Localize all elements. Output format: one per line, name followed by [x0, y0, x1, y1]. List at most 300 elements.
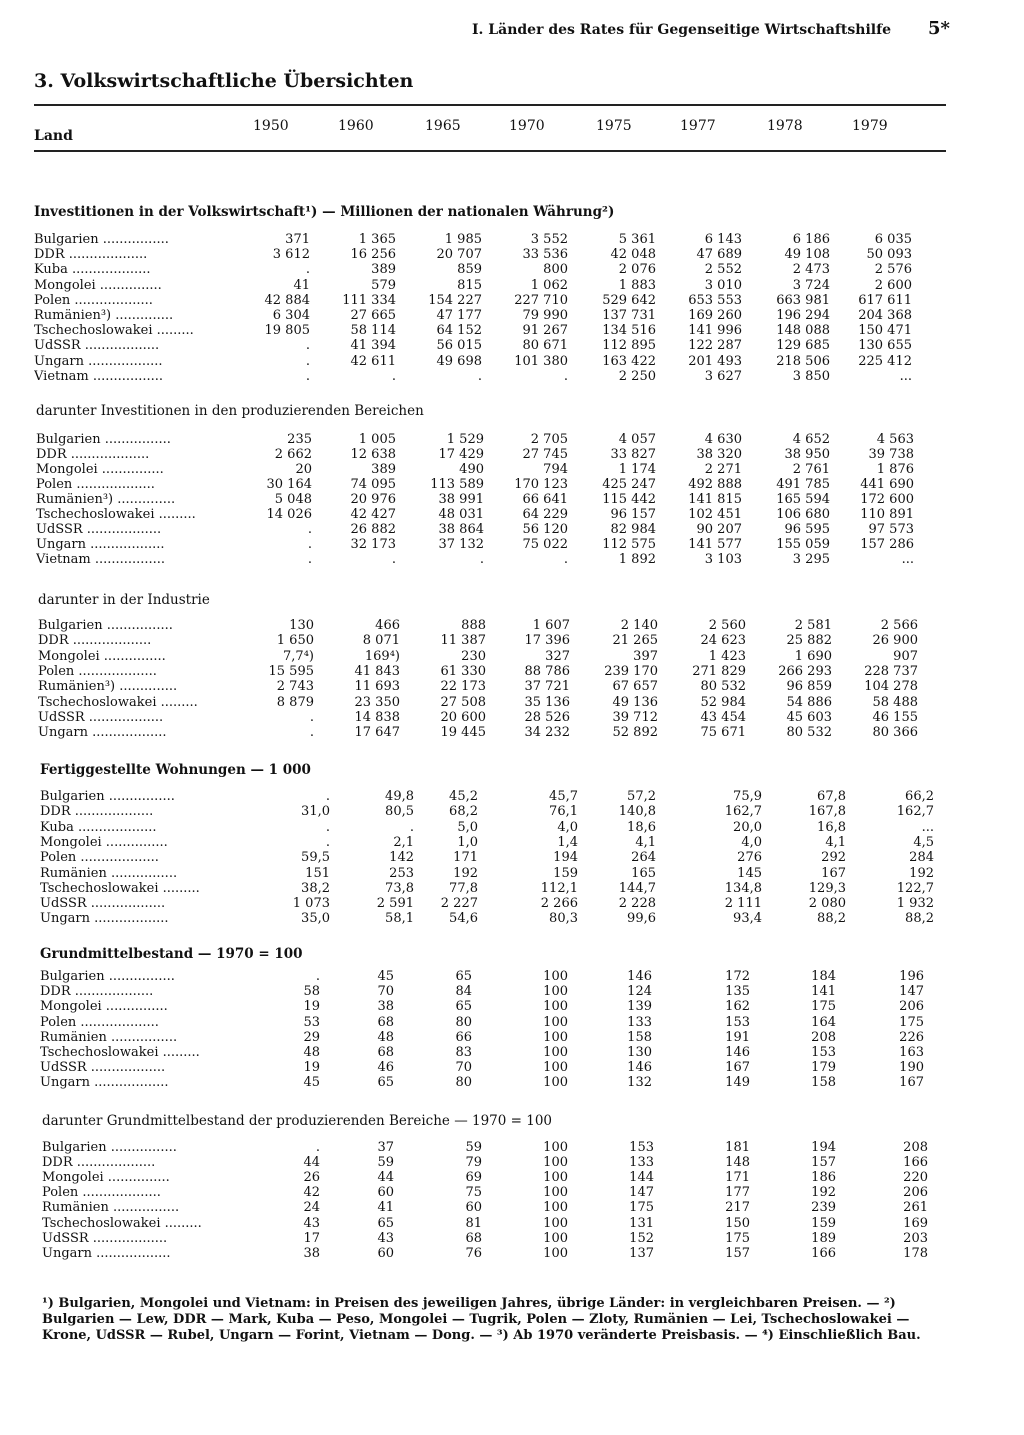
table-cell: 171 [725, 1170, 750, 1186]
table-cell: 45 603 [786, 709, 832, 725]
table-cell: 67 657 [612, 679, 658, 695]
table-cell: 14 026 [266, 507, 312, 522]
table-cell: . [325, 819, 330, 835]
table-cell: 84 [455, 984, 472, 1000]
row-label: UdSSR .................. [40, 1061, 166, 1076]
table-row [0, 650, 1024, 664]
table-cell: 2,1 [393, 834, 414, 850]
column-header-year: 1970 [509, 118, 545, 134]
table-cell: 75,9 [733, 789, 762, 804]
row-label: Tschechoslowakei ......... [42, 1216, 202, 1231]
table-cell: 106 680 [776, 507, 830, 522]
table-cell: 201 493 [688, 353, 742, 369]
table-cell: 150 471 [858, 323, 912, 339]
table-cell: 33 827 [610, 447, 656, 462]
table-row [0, 836, 1024, 850]
table-cell: 276 [737, 850, 762, 866]
row-label: Mongolei ............... [40, 835, 168, 850]
table-cell: 169⁴) [364, 648, 400, 664]
table-cell: 141 577 [688, 537, 742, 552]
table-cell: 327 [545, 648, 570, 664]
table-cell: . [325, 789, 330, 804]
table-cell: 32 173 [350, 537, 396, 552]
table-cell: 66,2 [905, 789, 934, 804]
table-cell: 54,6 [449, 911, 478, 927]
table-cell: 888 [461, 618, 486, 633]
table-cell: 26 882 [350, 522, 396, 537]
table-cell: 74 095 [350, 477, 396, 492]
row-label: Ungarn .................. [38, 726, 167, 741]
table-cell: 66 [455, 1029, 472, 1045]
column-header-year: 1965 [425, 118, 461, 134]
table-cell: 142 [389, 850, 414, 866]
table-cell: 225 412 [858, 353, 912, 369]
table-row [0, 1016, 1024, 1030]
table-cell: 102 451 [688, 507, 742, 522]
table-cell: 41 [293, 277, 310, 293]
table-cell: 48 [303, 1045, 320, 1060]
table-cell: 2 271 [704, 462, 742, 477]
table-cell: 152 [629, 1230, 654, 1246]
table-cell: 56 015 [436, 338, 482, 354]
table-cell: . [309, 709, 314, 725]
row-label: Kuba ................... [40, 820, 157, 835]
row-label: Ungarn .................. [42, 1246, 171, 1261]
table-cell: 158 [627, 1029, 652, 1045]
table-cell: 64 229 [522, 507, 568, 522]
table-cell: 261 [903, 1200, 928, 1216]
table-cell: 371 [285, 232, 310, 247]
row-label: Mongolei ............... [36, 463, 164, 477]
table-cell: 57,2 [627, 789, 656, 804]
table-row [0, 851, 1024, 865]
table-cell: 154 227 [428, 292, 482, 308]
table-cell: 80 671 [522, 338, 568, 354]
table-cell: 2 600 [874, 277, 912, 293]
table-cell: 38 [377, 999, 394, 1015]
table-cell: 139 [627, 999, 652, 1015]
table-cell: 164 [811, 1014, 836, 1030]
block-title: darunter Investitionen in den produzierenden Bereichen [36, 403, 424, 419]
table-cell: 217 [725, 1200, 750, 1216]
table-cell: 166 [903, 1155, 928, 1171]
table-cell: 19 [303, 1060, 320, 1076]
table-row [0, 324, 1024, 338]
row-label: UdSSR .................. [36, 523, 162, 537]
row-label: Bulgarien ................ [40, 790, 175, 804]
table-cell: 17 647 [354, 725, 400, 741]
table-cell: 38 864 [438, 522, 484, 537]
table-cell: 192 [811, 1185, 836, 1201]
table-cell: 20 976 [350, 492, 396, 507]
table-cell: 23 350 [354, 694, 400, 710]
table-cell: ... [901, 552, 914, 567]
row-label: Polen ................... [36, 478, 155, 492]
table-cell: . [315, 1140, 320, 1155]
table-cell: . [305, 262, 310, 278]
table-cell: 112 575 [602, 537, 656, 552]
table-cell: 134,8 [724, 880, 762, 896]
table-cell: 113 589 [430, 477, 484, 492]
table-cell: 2 111 [724, 896, 762, 912]
table-cell: 65 [377, 1075, 394, 1091]
table-row [0, 309, 1024, 323]
row-label: Bulgarien ................ [42, 1141, 177, 1155]
table-cell: 35 136 [524, 694, 570, 710]
table-cell: 88 786 [524, 663, 570, 679]
table-cell: 46 155 [872, 709, 918, 725]
table-cell: 266 293 [778, 663, 832, 679]
table-cell: 206 [903, 1185, 928, 1201]
top-rule [34, 104, 946, 106]
table-cell: 4,5 [913, 834, 934, 850]
table-cell: ... [921, 819, 934, 835]
row-label: Rumänien³) .............. [36, 493, 176, 507]
table-cell: 140,8 [618, 804, 656, 820]
block-title: darunter in der Industrie [38, 592, 210, 608]
table-cell: 111 334 [342, 292, 396, 308]
table-cell: 226 [899, 1029, 924, 1045]
table-cell: 68,2 [449, 804, 478, 820]
table-cell: 157 286 [860, 537, 914, 552]
table-cell: 133 [627, 1014, 652, 1030]
table-cell: 43 [377, 1230, 394, 1246]
table-cell: 133 [629, 1155, 654, 1171]
table-cell: 239 170 [604, 663, 658, 679]
table-cell: 150 [725, 1215, 750, 1231]
table-cell: 148 [725, 1155, 750, 1171]
table-row [0, 726, 1024, 740]
table-cell: 239 [811, 1200, 836, 1216]
table-cell: 165 [631, 865, 656, 881]
table-cell: 579 [371, 277, 396, 293]
table-row [0, 1217, 1024, 1231]
table-cell: 389 [371, 262, 396, 278]
table-cell: . [477, 368, 482, 384]
table-row [0, 263, 1024, 277]
row-label: DDR ................... [38, 634, 152, 649]
table-cell: 162,7 [896, 804, 934, 820]
table-cell: 175 [725, 1230, 750, 1246]
table-cell: 196 294 [776, 308, 830, 323]
table-cell: 17 429 [438, 447, 484, 462]
table-cell: 75 [465, 1185, 482, 1201]
section-title: 3. Volkswirtschaftliche Übersichten [34, 70, 414, 92]
table-row [0, 294, 1024, 308]
table-cell: 3 552 [530, 232, 568, 247]
table-cell: 1 365 [358, 232, 396, 247]
table-cell: 90 207 [696, 522, 742, 537]
table-cell: 253 [389, 865, 414, 881]
table-cell: 2 662 [274, 447, 312, 462]
table-cell: 44 [303, 1155, 320, 1171]
table-cell: 146 [627, 1060, 652, 1076]
table-row [0, 1000, 1024, 1014]
table-cell: 4,0 [741, 834, 762, 850]
table-cell: 11 693 [354, 679, 400, 695]
table-cell: . [305, 353, 310, 369]
table-cell: 1 073 [292, 896, 330, 912]
table-cell: 100 [543, 1045, 568, 1060]
table-cell: 130 [627, 1045, 652, 1060]
row-label: Tschechoslowakei ......... [36, 508, 196, 522]
table-cell: 122 287 [688, 338, 742, 354]
row-label: DDR ................... [40, 805, 154, 820]
table-row [0, 1046, 1024, 1060]
table-cell: 190 [899, 1060, 924, 1076]
table-cell: 53 [303, 1014, 320, 1030]
table-cell: 24 623 [700, 633, 746, 649]
table-cell: . [391, 368, 396, 384]
table-row [0, 912, 1024, 926]
table-cell: 65 [377, 1215, 394, 1231]
table-cell: 43 [303, 1215, 320, 1231]
table-cell: 227 710 [514, 292, 568, 308]
table-cell: 100 [543, 1245, 568, 1261]
table-cell: 167 [821, 865, 846, 881]
table-cell: 48 031 [438, 507, 484, 522]
table-cell: 96 595 [784, 522, 830, 537]
table-cell: 175 [629, 1200, 654, 1216]
table-cell: 208 [903, 1140, 928, 1155]
table-cell: 146 [627, 969, 652, 984]
table-cell: 45,2 [449, 789, 478, 804]
table-cell: 66 641 [522, 492, 568, 507]
table-cell: 80 532 [700, 679, 746, 695]
table-cell: 132 [627, 1075, 652, 1091]
block-title: darunter Grundmittelbestand der produzierenden Bereiche — 1970 = 100 [42, 1113, 553, 1129]
table-row [0, 370, 1024, 384]
table-cell: . [307, 537, 312, 552]
table-cell: 157 [811, 1155, 836, 1171]
table-cell: 167 [725, 1060, 750, 1076]
table-cell: 45 [303, 1075, 320, 1091]
table-cell: 45 [377, 969, 394, 984]
table-cell: 91 267 [522, 323, 568, 339]
table-cell: 20 707 [436, 247, 482, 263]
row-label: UdSSR .................. [42, 1231, 168, 1246]
table-cell: 859 [457, 262, 482, 278]
table-cell: 76,1 [549, 804, 578, 820]
table-cell: 1,4 [557, 834, 578, 850]
column-header-year: 1979 [852, 118, 888, 134]
table-cell: 100 [543, 1060, 568, 1076]
table-cell: 80 [455, 1075, 472, 1091]
table-cell: 47 177 [436, 308, 482, 323]
table-cell: 20,0 [733, 819, 762, 835]
table-cell: 79 990 [522, 308, 568, 323]
table-cell: 19 [303, 999, 320, 1015]
table-cell: 169 260 [688, 308, 742, 323]
row-label: Polen ................... [38, 664, 157, 679]
column-header-row [0, 118, 1024, 144]
row-label: Kuba ................... [34, 263, 151, 278]
table-cell: 37 721 [524, 679, 570, 695]
table-cell: 4,1 [635, 834, 656, 850]
table-cell: 59 [465, 1140, 482, 1155]
table-cell: 70 [455, 1060, 472, 1076]
table-cell: 617 611 [858, 292, 912, 308]
table-row [0, 1186, 1024, 1200]
table-cell: 124 [627, 984, 652, 1000]
table-row [0, 821, 1024, 835]
row-label: Bulgarien ................ [36, 433, 171, 447]
row-label: Mongolei ............... [34, 278, 162, 293]
row-label: DDR ................... [36, 448, 150, 462]
table-row [0, 233, 1024, 247]
table-cell: 490 [459, 462, 484, 477]
table-cell: 27 665 [350, 308, 396, 323]
row-label: Vietnam ................. [34, 369, 164, 384]
table-cell: 292 [821, 850, 846, 866]
table-cell: 2 076 [618, 262, 656, 278]
table-cell: 2 591 [376, 896, 414, 912]
table-cell: 58 [303, 984, 320, 1000]
table-cell: 49,8 [385, 789, 414, 804]
row-label: Polen ................... [40, 851, 159, 866]
table-cell: 97 573 [868, 522, 914, 537]
table-cell: 69 [465, 1170, 482, 1186]
table-cell: 12 638 [350, 447, 396, 462]
table-cell: 165 594 [776, 492, 830, 507]
row-label: Tschechoslowakei ......... [34, 324, 194, 339]
row-label: Tschechoslowakei ......... [40, 1046, 200, 1060]
table-cell: 186 [811, 1170, 836, 1186]
table-cell: 38,2 [301, 880, 330, 896]
table-cell: 2 743 [276, 679, 314, 695]
table-cell: 1 005 [358, 432, 396, 447]
table-cell: 2 080 [808, 896, 846, 912]
table-cell: 88,2 [905, 911, 934, 927]
table-cell: 192 [453, 865, 478, 881]
table-cell: 663 981 [776, 292, 830, 308]
table-cell: 27 745 [522, 447, 568, 462]
table-cell: 3 724 [792, 277, 830, 293]
table-cell: 42 427 [350, 507, 396, 522]
table-cell: . [315, 969, 320, 984]
table-cell: 145 [737, 865, 762, 881]
table-cell: 167,8 [808, 804, 846, 820]
table-cell: 1 174 [618, 462, 656, 477]
row-label: Rumänien ................ [42, 1201, 180, 1216]
table-cell: . [307, 522, 312, 537]
table-cell: 37 [377, 1140, 394, 1155]
table-cell: 49 136 [612, 694, 658, 710]
table-cell: 93,4 [733, 911, 762, 927]
table-cell: 4,0 [557, 819, 578, 835]
table-cell: 30 164 [266, 477, 312, 492]
row-label: Vietnam ................. [36, 553, 166, 567]
table-cell: 144 [629, 1170, 654, 1186]
table-cell: 147 [629, 1185, 654, 1201]
table-cell: 3 627 [704, 368, 742, 384]
table-cell: 2 576 [874, 262, 912, 278]
table-cell: . [309, 725, 314, 741]
table-cell: 230 [461, 648, 486, 664]
table-cell: . [305, 368, 310, 384]
table-cell: 196 [899, 969, 924, 984]
table-cell: 5 361 [618, 232, 656, 247]
table-cell: 206 [899, 999, 924, 1015]
footnote-text: ¹) Bulgarien, Mongolei und Vietnam: in Preisen des jeweiligen Jahres, übrige Länder: in vergleichbaren Preisen. — ²) Bulgarien — Lew, DDR — Mark, Kuba — Peso, Mongolei — Tugrik, Polen — Zloty, Rumänien — Lei, Tschechoslowakei — Krone, UdSSR — Rubel, Ungarn — Forint, Vietnam — Dong. — ³) Ab 1970 veränderte Preisbasis. — ⁴) Einschließlich Bau. [42, 1296, 921, 1343]
column-header-year: 1960 [338, 118, 374, 134]
row-label: Rumänien³) .............. [34, 309, 174, 323]
table-cell: 49 108 [784, 247, 830, 263]
table-cell: 70 [377, 984, 394, 1000]
table-cell: 18,6 [627, 819, 656, 835]
table-cell: 130 655 [858, 338, 912, 354]
table-cell: 2 228 [618, 896, 656, 912]
table-cell: 33 536 [522, 247, 568, 263]
table-cell: 137 [629, 1245, 654, 1261]
table-row [0, 805, 1024, 819]
row-label: Rumänien³) .............. [38, 680, 178, 695]
table-cell: 204 368 [858, 308, 912, 323]
table-cell: 3 850 [792, 368, 830, 384]
table-cell: 794 [543, 462, 568, 477]
table-row [0, 538, 1024, 552]
table-cell: 191 [725, 1029, 750, 1045]
table-cell: 38 [303, 1245, 320, 1261]
table-cell: 158 [811, 1075, 836, 1091]
table-cell: 2 227 [440, 896, 478, 912]
table-cell: 39 738 [868, 447, 914, 462]
table-row [0, 248, 1024, 262]
table-row [0, 1171, 1024, 1185]
table-cell: 44 [377, 1170, 394, 1186]
table-cell: 43 454 [700, 709, 746, 725]
table-cell: 59 [377, 1155, 394, 1171]
table-cell: 170 123 [514, 477, 568, 492]
table-cell: 26 900 [872, 633, 918, 649]
table-cell: 100 [543, 1140, 568, 1155]
table-cell: 96 157 [610, 507, 656, 522]
row-label: Rumänien ................ [40, 866, 178, 881]
table-cell: 144,7 [618, 880, 656, 896]
row-label: Ungarn .................. [40, 1076, 169, 1091]
table-cell: 194 [553, 850, 578, 866]
table-cell: 184 [811, 969, 836, 984]
table-cell: 25 882 [786, 633, 832, 649]
table-cell: 65 [455, 999, 472, 1015]
table-cell: 129 685 [776, 338, 830, 354]
table-cell: 4 057 [618, 432, 656, 447]
table-cell: 2 560 [708, 618, 746, 633]
table-row [0, 1247, 1024, 1261]
table-row [0, 634, 1024, 648]
table-cell: 149 [725, 1075, 750, 1091]
table-cell: 58 488 [872, 694, 918, 710]
table-cell: 175 [811, 999, 836, 1015]
table-cell: 284 [909, 850, 934, 866]
table-cell: 492 888 [688, 477, 742, 492]
table-cell: 67,8 [817, 789, 846, 804]
table-cell: 1 690 [794, 648, 832, 664]
table-cell: 81 [465, 1215, 482, 1231]
table-cell: 52 984 [700, 694, 746, 710]
row-label: DDR ................... [42, 1156, 156, 1171]
table-cell: 157 [725, 1245, 750, 1261]
table-row [0, 493, 1024, 507]
table-row [0, 448, 1024, 462]
table-cell: 135 [725, 984, 750, 1000]
row-label: DDR ................... [40, 985, 154, 1000]
table-row [0, 1232, 1024, 1246]
table-cell: 153 [629, 1140, 654, 1155]
table-cell: 4,1 [825, 834, 846, 850]
table-cell: 192 [909, 865, 934, 881]
table-row [0, 433, 1024, 447]
